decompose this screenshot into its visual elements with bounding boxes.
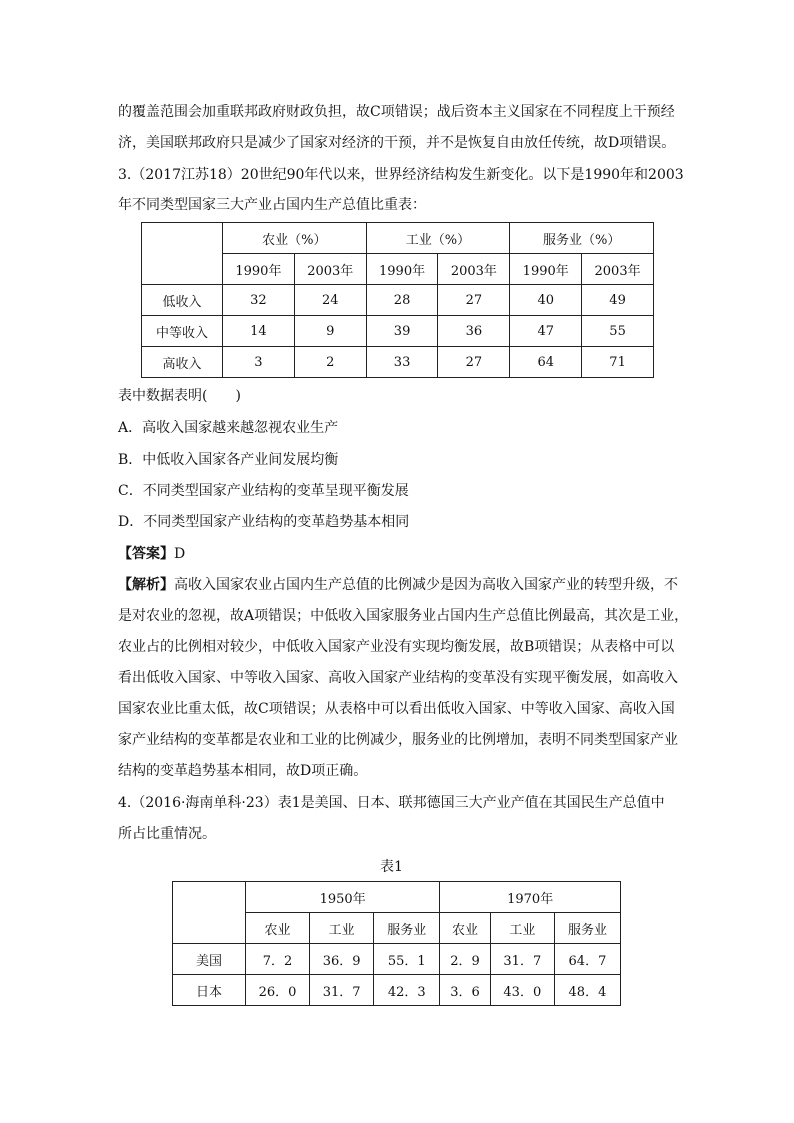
question-stem: 表中数据表明( ) — [118, 388, 241, 404]
table-cell: 27 — [438, 285, 510, 316]
analysis-text: 高收入国家农业占国内生产总值的比例减少是因为高收入国家产业的转型升级，不 — [174, 577, 678, 593]
table-cell: 55．1 — [374, 944, 440, 975]
row-label: 美国 — [173, 944, 246, 975]
table-cell: 14 — [223, 316, 295, 347]
analysis-line-3: 农业占的比例相对较少，中低收入国家产业没有实现均衡发展，故B项错误；从表格中可以 — [118, 639, 675, 655]
table-sector-header: 服务业 — [374, 913, 440, 944]
table-row — [142, 316, 654, 347]
analysis-line-7: 结构的变革趋势基本相同，故D项正确。 — [118, 763, 368, 779]
table-year-header: 1990年 — [366, 254, 438, 285]
table-cell: 3．6 — [440, 975, 490, 1006]
table-sector-header: 农业 — [440, 913, 490, 944]
table-cell: 64．7 — [554, 944, 620, 975]
row-label: 高收入 — [142, 347, 223, 378]
table-cell: 40 — [510, 285, 582, 316]
table-row — [142, 285, 654, 316]
table-sector-header: 工业 — [310, 913, 374, 944]
option-b: B．中低收入国家各产业间发展均衡 — [118, 452, 339, 468]
table-cell: 71 — [582, 347, 654, 378]
table-year-header: 2003年 — [438, 254, 510, 285]
table-caption: 表1 — [380, 859, 403, 875]
option-c: C．不同类型国家产业结构的变革呈现平衡发展 — [118, 483, 409, 499]
answer-line — [118, 544, 185, 564]
industry-share-table-1950-1970 — [172, 881, 621, 1006]
analysis-line-4: 看出低收入国家、中等收入国家、高收入国家产业结构的变革没有实现平衡发展，如高收入 — [118, 670, 678, 686]
analysis-line-2: 是对农业的忽视，故A项错误；中低收入国家服务业占国内生产总值比例最高，其次是工业， — [118, 608, 689, 624]
table-cell: 28 — [366, 285, 438, 316]
table-sector-header: 工业 — [490, 913, 554, 944]
table-cell: 9 — [294, 316, 366, 347]
table-year-header: 1950年 — [246, 882, 440, 913]
question-3-line-2: 年不同类型国家三大产业占国内生产总值比重表： — [118, 197, 426, 213]
table-year-header: 1990年 — [510, 254, 582, 285]
answer-label: 【答案】 — [118, 546, 174, 562]
industry-share-table-1990-2003 — [141, 222, 654, 378]
option-a: A．高收入国家越来越忽视农业生产 — [118, 420, 339, 436]
table-cell: 31．7 — [310, 975, 374, 1006]
table-cell: 2．9 — [440, 944, 490, 975]
table-group-header: 工业（%） — [366, 223, 510, 254]
table-sector-header: 农业 — [246, 913, 310, 944]
table-cell: 48．4 — [554, 975, 620, 1006]
table-cell: 36 — [438, 316, 510, 347]
table-corner-cell — [173, 882, 246, 944]
table-cell: 24 — [294, 285, 366, 316]
table-group-header: 农业（%） — [223, 223, 367, 254]
table-year-header: 2003年 — [294, 254, 366, 285]
table-year-header: 1990年 — [223, 254, 295, 285]
row-label: 日本 — [173, 975, 246, 1006]
table-row — [173, 944, 621, 975]
table-cell: 49 — [582, 285, 654, 316]
table-cell: 27 — [438, 347, 510, 378]
table-cell: 32 — [223, 285, 295, 316]
text-line-2: 济，美国联邦政府只是减少了国家对经济的干预，并不是恢复自由放任传统，故D项错误。 — [118, 135, 676, 151]
option-d: D．不同类型国家产业结构的变革趋势基本相同 — [118, 514, 410, 530]
table-cell: 39 — [366, 316, 438, 347]
question-3-line-1: 3.（2017江苏18）20世纪90年代以来，世界经济结构发生新变化。以下是1990年和2003 — [118, 167, 684, 183]
table-group-header: 服务业（%） — [510, 223, 654, 254]
table-cell: 43．0 — [490, 975, 554, 1006]
question-4-line-1: 4.（2016·海南单科·23）表1是美国、日本、联邦德国三大产业产值在其国民生产总值中 — [118, 795, 665, 811]
row-label: 中等收入 — [142, 316, 223, 347]
answer-value: D — [174, 546, 186, 562]
table-cell: 33 — [366, 347, 438, 378]
table-cell: 55 — [582, 316, 654, 347]
table-row — [173, 975, 621, 1006]
analysis-label: 【解析】 — [118, 577, 174, 593]
table-cell: 47 — [510, 316, 582, 347]
table-row — [142, 347, 654, 378]
table-year-header: 1970年 — [440, 882, 621, 913]
table-cell: 7．2 — [246, 944, 310, 975]
table-corner-cell — [142, 223, 223, 285]
table-cell: 42．3 — [374, 975, 440, 1006]
analysis-line-5: 国家农业比重太低，故C项错误；从表格中可以看出低收入国家、中等收入国家、高收入国 — [118, 701, 675, 717]
table-cell: 26．0 — [246, 975, 310, 1006]
question-4-line-2: 所占比重情况。 — [118, 826, 216, 842]
table-cell: 2 — [294, 347, 366, 378]
analysis-line-6: 家产业结构的变革都是农业和工业的比例减少，服务业的比例增加，表明不同类型国家产业 — [118, 732, 678, 748]
table-year-header: 2003年 — [582, 254, 654, 285]
table-cell: 3 — [223, 347, 295, 378]
row-label: 低收入 — [142, 285, 223, 316]
table-sector-header: 服务业 — [554, 913, 620, 944]
text-line-1: 的覆盖范围会加重联邦政府财政负担，故C项错误；战后资本主义国家在不同程度上干预经 — [118, 104, 675, 120]
table-cell: 64 — [510, 347, 582, 378]
table-cell: 31．7 — [490, 944, 554, 975]
analysis-line-1 — [118, 575, 678, 595]
table-cell: 36．9 — [310, 944, 374, 975]
